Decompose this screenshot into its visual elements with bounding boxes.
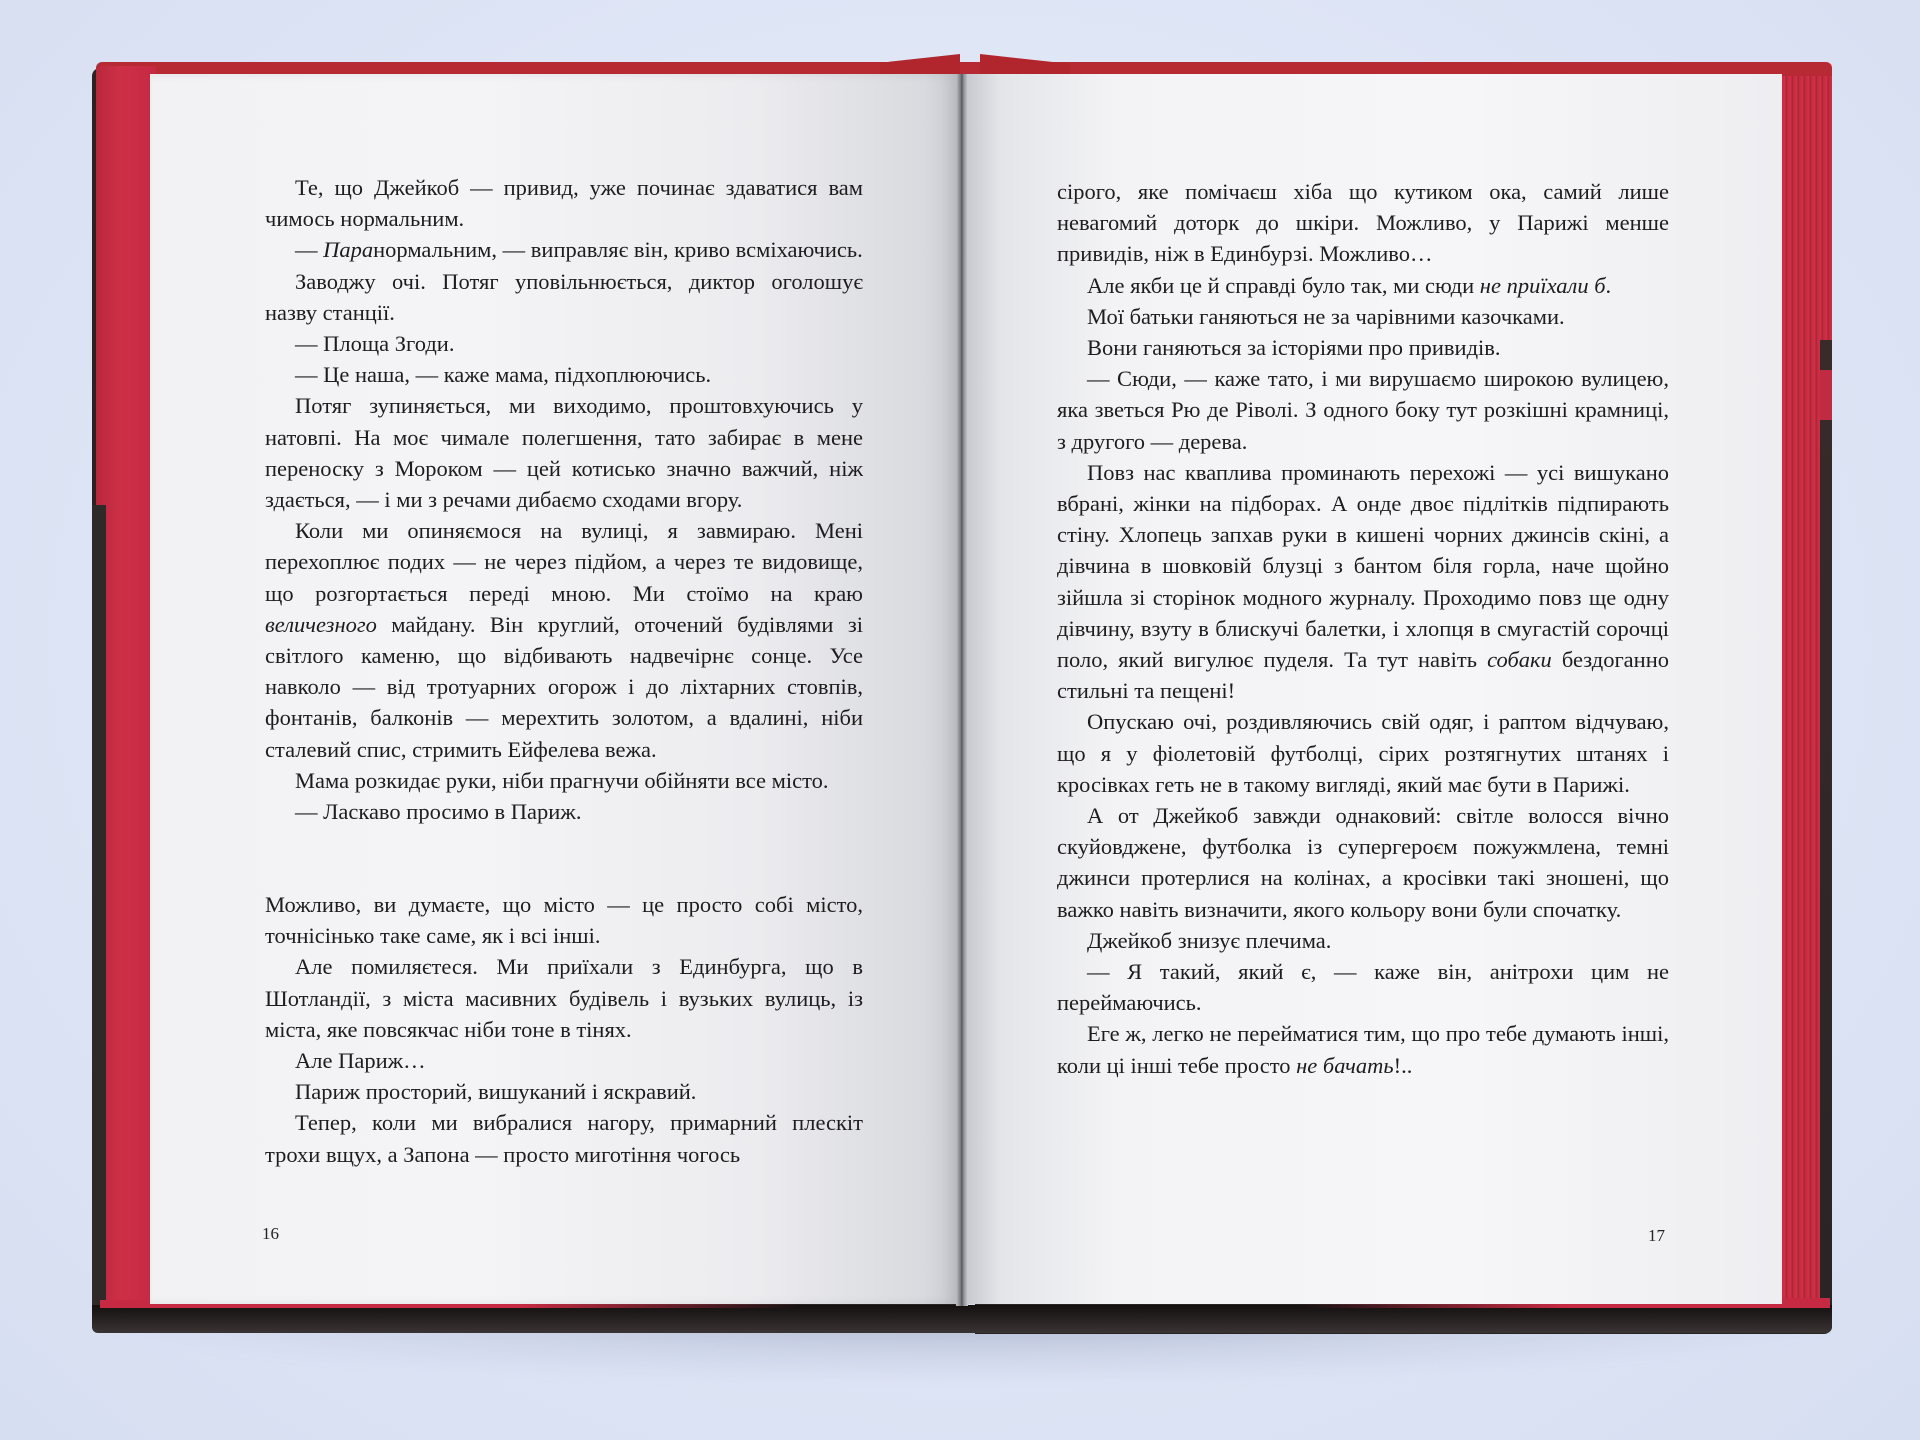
- paragraph: [265, 951, 863, 1045]
- paragraph-text: —: [295, 237, 324, 263]
- paragraph: [265, 234, 863, 265]
- paragraph-text: Мої батьки ганяються не за чарівними казочками.: [1087, 303, 1565, 329]
- paragraph-text: Еге ж, легко не перейматися тим, що про тебе думають інші, коли ці інші тебе просто: [1057, 1021, 1669, 1078]
- spine-top-left: [880, 54, 960, 76]
- book-gutter: [956, 74, 968, 1306]
- paragraph: [265, 1107, 863, 1169]
- paragraph: [1057, 457, 1669, 707]
- page-number: 17: [1648, 1226, 1665, 1245]
- paragraph-text: А от Джейкоб завжди однаковий: світле волосся вічно скуйовджене, футболка із супергероєм пожужмлена, темні джинси протерлися на колінах, а кросівки такі зношені, що важко навіть визначити, якого кольору вони були спочатку.: [1057, 803, 1669, 922]
- paragraph-text: Мама розкидає руки, ніби прагнучи обійняти все місто.: [295, 767, 829, 793]
- paragraph: [1057, 270, 1669, 301]
- left-page: [150, 74, 956, 1304]
- paragraph-emphasis: величезного: [265, 611, 377, 637]
- paragraph-text: Джейкоб знизує плечима.: [1087, 927, 1332, 953]
- paragraph: [265, 1045, 863, 1076]
- paragraph: [1057, 363, 1669, 457]
- paragraph: [265, 328, 863, 359]
- paragraph: [265, 765, 863, 796]
- paragraph-text: Те, що Джейкоб — привид, уже починає здаватися вам чимось нормальним.: [265, 175, 863, 232]
- paragraph-text: Опускаю очі, роздивляючись свій одяг, і раптом відчуваю, що я у фіолетовій футболці, сірих розтягнутих штанях і кросівках геть не в такому вигляді, який має бути в Парижі.: [1057, 709, 1669, 797]
- paragraph-text: сірого, яке помічаєш хіба що кутиком ока, самий лише невагомий доторк до шкіри. Можливо, у Парижі менше привидів, ніж в Единбурзі. Можливо…: [1057, 179, 1669, 267]
- paragraph-text: бездоганно стильні та пещені!: [1057, 647, 1669, 704]
- paragraph: [1057, 925, 1669, 956]
- paragraph-text: майдану. Він круглий, оточений будівлями зі світлого каменю, що відбивають надвечірнє сонце. Усе навколо — від тротуарних огорож і до ліхтарних стовпів, фонтанів, балконів — мерехтить золотом, а вдалині, ніби сталевий спис, стримить Ейфелева вежа.: [265, 611, 863, 762]
- paragraph: [1057, 301, 1669, 332]
- paragraph-text: Тепер, коли ми вибралися нагору, примарний плескіт трохи вщух, а Запона — просто миготіння чогось: [265, 1110, 863, 1167]
- paragraph-text: Але якби це й справді було так, ми сюди: [1087, 272, 1480, 298]
- book-cover-right-red-gap: [1820, 370, 1832, 420]
- paragraph: [1057, 800, 1669, 925]
- paragraph: [265, 172, 863, 234]
- paragraph: [1057, 176, 1669, 270]
- paragraph-text: Повз нас кваплива проминають перехожі — усі вишукано вбрані, жінки на підборах. А онде двоє підлітків підпирають стіну. Хлопець запхав руки в кишені чорних джинсів скіні, а дівчина в шовковій блузці з бантом біля горла, наче щойно зійшла зі сторінок модного журналу. Проходимо повз ще одну дівчину, взуту в блискучі балетки, і хлопця в смугастій сорочці поло, який вигулює пуделя. Та тут навіть: [1057, 459, 1669, 673]
- paragraph-emphasis: Пара: [323, 237, 374, 263]
- right-page-text: [1057, 176, 1669, 1081]
- book-cover-right-dark-strip: [1820, 340, 1832, 1320]
- book-bottom-edge: [92, 1305, 1832, 1333]
- paragraph-text: Париж просторий, вишуканий і яскравий.: [295, 1079, 697, 1105]
- paragraph: [265, 796, 863, 827]
- paragraph: [265, 515, 863, 765]
- paragraph: [1057, 956, 1669, 1018]
- paragraph: [265, 1076, 863, 1107]
- paragraph-text: — Я такий, який є, — каже він, анітрохи цим не переймаючись.: [1057, 959, 1669, 1016]
- paragraph-text: !..: [1393, 1052, 1413, 1078]
- paragraph: [1057, 332, 1669, 363]
- paragraph-text: Потяг зупиняється, ми виходимо, проштовхуючись у натовпі. На моє чимале полегшення, тато забирає в мене переноску з Мороком — цей котисько значно важчий, ніж здається, — і ми з речами дибаємо сходами вгору.: [265, 393, 863, 513]
- right-page: [968, 74, 1782, 1304]
- paragraph-emphasis: не приїхали б: [1479, 272, 1606, 298]
- paragraph-text: — Ласкаво просимо в Париж.: [295, 799, 582, 825]
- page-number: 16: [262, 1224, 279, 1243]
- paragraph-text: — Площа Згоди.: [295, 331, 455, 357]
- paragraph-text: Але помиляєтеся. Ми приїхали з Единбурга, що в Шотландії, з міста масивних будівель і вузьких вулиць, із міста, яке повсякчас ніби тоне в тінях.: [265, 954, 863, 1042]
- paragraph-text: Вони ганяються за історіями про привидів.: [1087, 335, 1501, 361]
- left-page-section-2: [265, 889, 863, 1170]
- paragraph-text: Коли ми опиняємося на вулиці, я завмираю. Мені перехоплює подих — не через підйом, а через те видовище, що розгортається переді мною. Ми стоїмо на краю: [265, 518, 863, 606]
- paragraph: [1057, 706, 1669, 800]
- paragraph-text: Можливо, ви думаєте, що місто — це просто собі місто, точнісінько таке саме, як і всі інші.: [265, 892, 863, 949]
- paragraph: [265, 266, 863, 328]
- paragraph-text: Заводжу очі. Потяг уповільнюється, диктор оголошує назву станції.: [265, 268, 863, 325]
- paragraph: [265, 390, 863, 515]
- paragraph-text: — Це наша, — каже мама, підхоплюючись.: [295, 362, 712, 388]
- paragraph-emphasis: не бачать: [1296, 1052, 1394, 1078]
- left-page-section-1: [265, 172, 863, 827]
- paragraph-emphasis: собаки: [1487, 647, 1552, 673]
- paragraph: [265, 359, 863, 390]
- paragraph-text: .: [1605, 272, 1612, 298]
- paragraph-text: — Сюди, — каже тато, і ми вирушаємо широкою вулицею, яка зветься Рю де Ріволі. З одного боку тут розкішні крамниці, з другого — дерева.: [1057, 366, 1669, 454]
- paragraph-text: Але Париж…: [295, 1048, 426, 1074]
- spine-top-right: [980, 54, 1070, 76]
- paragraph: [1057, 1018, 1669, 1080]
- paragraph-text: нормальним, — виправляє він, криво всміхаючись.: [373, 237, 863, 263]
- paragraph: [265, 889, 863, 951]
- book-cover-dark-strip: [92, 505, 106, 1315]
